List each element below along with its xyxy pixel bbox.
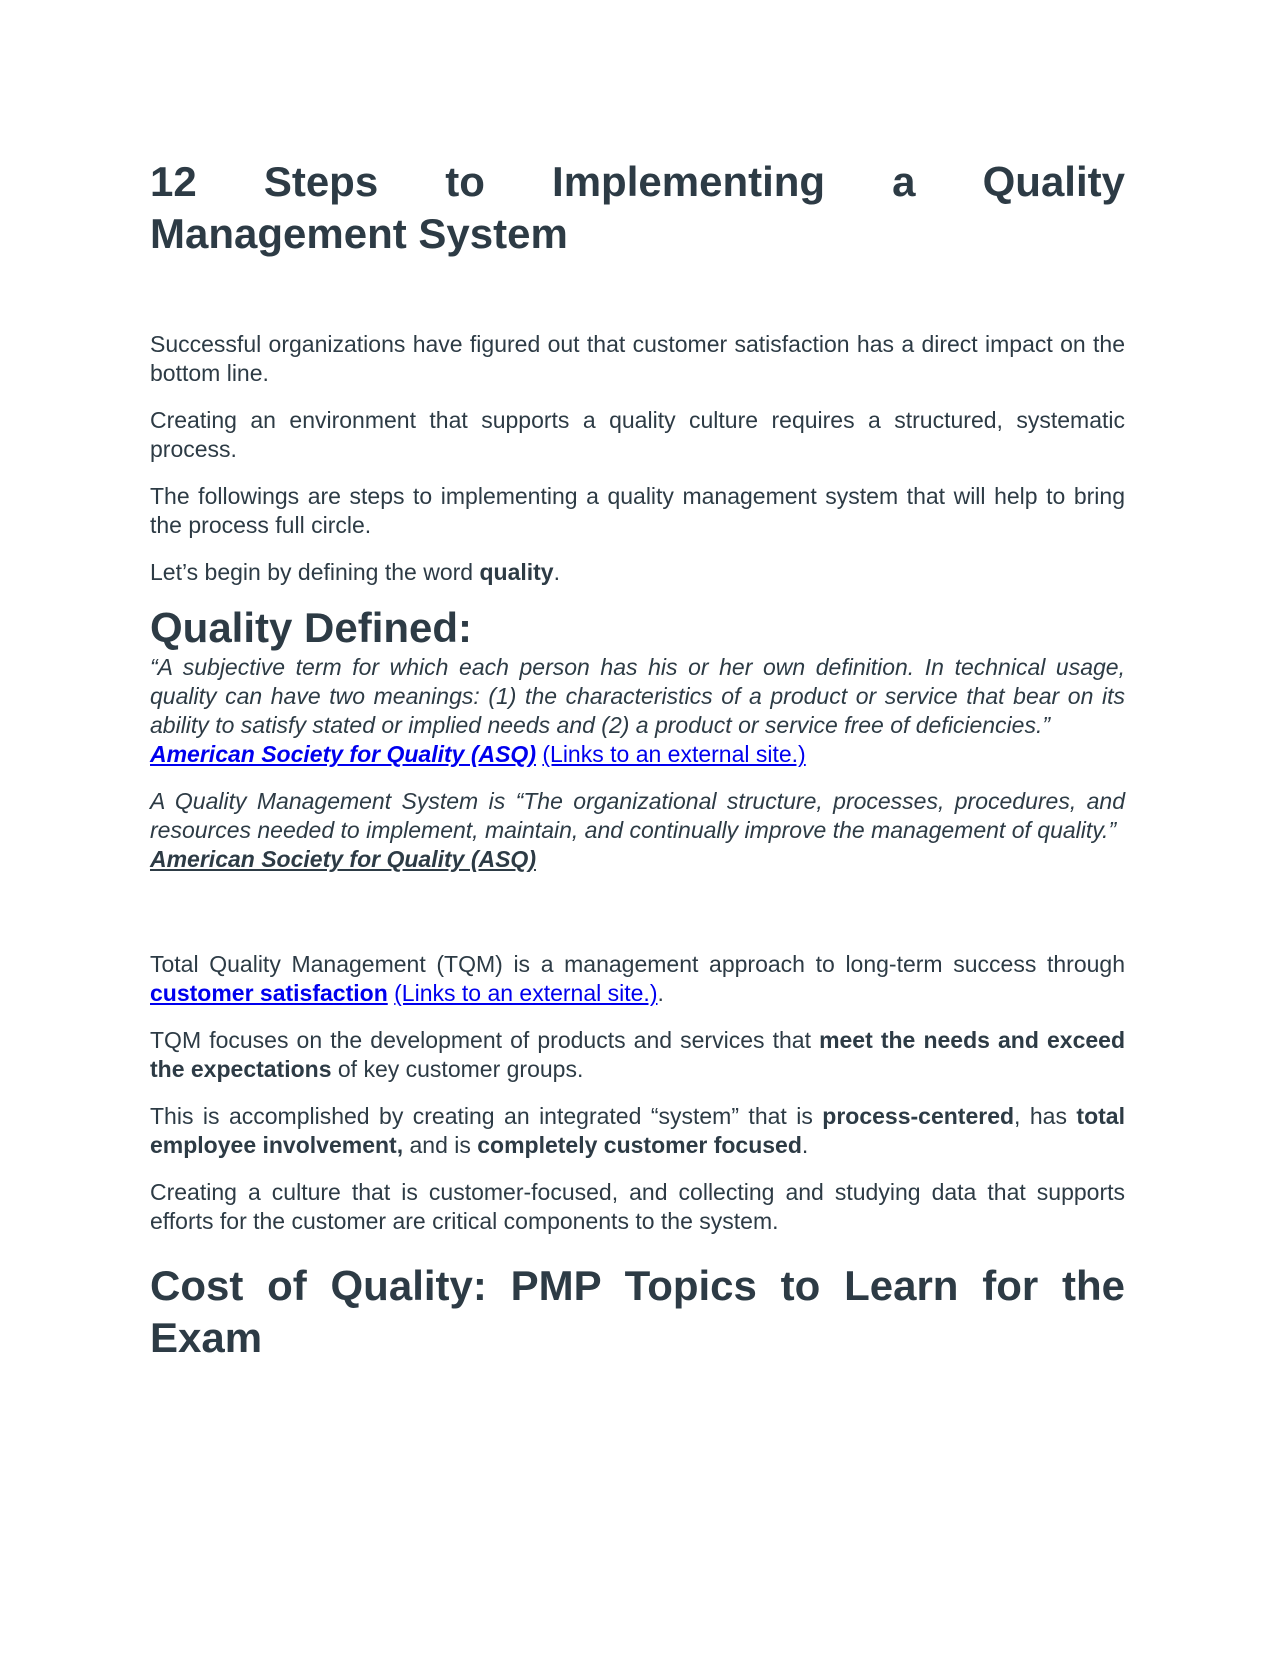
asq-link-2[interactable]: American Society for Quality (ASQ) [150, 846, 536, 872]
intro-paragraph-1: Successful organizations have figured out that customer satisfaction has a direct impact on the bottom line. [150, 331, 1125, 386]
quote2-text: A Quality Management System is “The organizational structure, processes, procedures, and resources needed to implement, maintain, and continually improve the management of quality.” [150, 788, 1125, 843]
intro-paragraph-3: The followings are steps to implementing a quality management system that will help to bring the process full circle. [150, 483, 1125, 538]
tqm-p3-f: completely customer focused [477, 1132, 802, 1158]
tqm-p1-text: Total Quality Management (TQM) is a management approach to long-term success through [150, 951, 1125, 977]
tqm-p3-g: . [801, 1132, 809, 1158]
tqm-p1-end: . [657, 980, 664, 1006]
tqm-p2-text: TQM focuses on the development of products and services that [150, 1027, 820, 1053]
cost-of-quality-heading: Cost of Quality: PMP Topics to Learn for the Exam [150, 1262, 1125, 1361]
page-title-line2: Management System [150, 210, 568, 257]
tqm-p3-d: total employee involvement, [150, 1103, 1125, 1158]
tqm-p3-a: This is accomplished by creating an integrated “system” that is [150, 1103, 823, 1129]
quality-defined-heading: Quality Defined: [150, 604, 473, 651]
tqm-paragraph-4: Creating a culture that is customer-focused, and collecting and studying data that supports efforts for the customer are critical components to the system. [150, 1179, 1125, 1234]
intro-section [150, 330, 1125, 587]
page-title-line1: 12 Steps to Implementing a Quality [150, 158, 1125, 205]
intro-paragraph-4 [150, 558, 1125, 587]
intro-paragraph-2: Creating an environment that supports a quality culture requires a structured, systematic process. [150, 407, 1125, 462]
tqm-p3-c: , has [1014, 1103, 1077, 1129]
tqm-p2-end: of key customer groups. [331, 1056, 584, 1082]
quote1-text: “A subjective term for which each person has his or her own definition. In technical usage, quality can have two meanings: (1) the characteristics of a product or service that bear on its ability to satisfy stated or implied needs and (2) a product or service free of deficiencies.” [150, 654, 1125, 738]
customer-satisfaction-link[interactable]: customer satisfaction [150, 980, 388, 1006]
external-site-link-1[interactable]: (Links to an external site.) [542, 741, 806, 767]
tqm-p3-e: and is [403, 1132, 478, 1158]
quality-word: quality [479, 559, 554, 585]
tqm-paragraph-3 [150, 1102, 1125, 1160]
asq-link-1[interactable]: American Society for Quality (ASQ) [150, 741, 536, 767]
document-content [150, 156, 1125, 1364]
quality-definition-quote [150, 653, 1125, 769]
tqm-paragraph-1 [150, 950, 1125, 1008]
qms-definition-quote [150, 787, 1125, 874]
tqm-paragraph-2 [150, 1026, 1125, 1084]
external-site-link-2[interactable]: (Links to an external site.) [394, 980, 658, 1006]
spacer [150, 892, 1125, 950]
tqm-p2-bold: meet the needs and exceed the expectations [150, 1027, 1126, 1082]
intro-p4-text: Let’s begin by defining the word [150, 559, 480, 585]
tqm-p3-b: process-centered [822, 1103, 1015, 1129]
intro-p4-end: . [553, 559, 560, 585]
